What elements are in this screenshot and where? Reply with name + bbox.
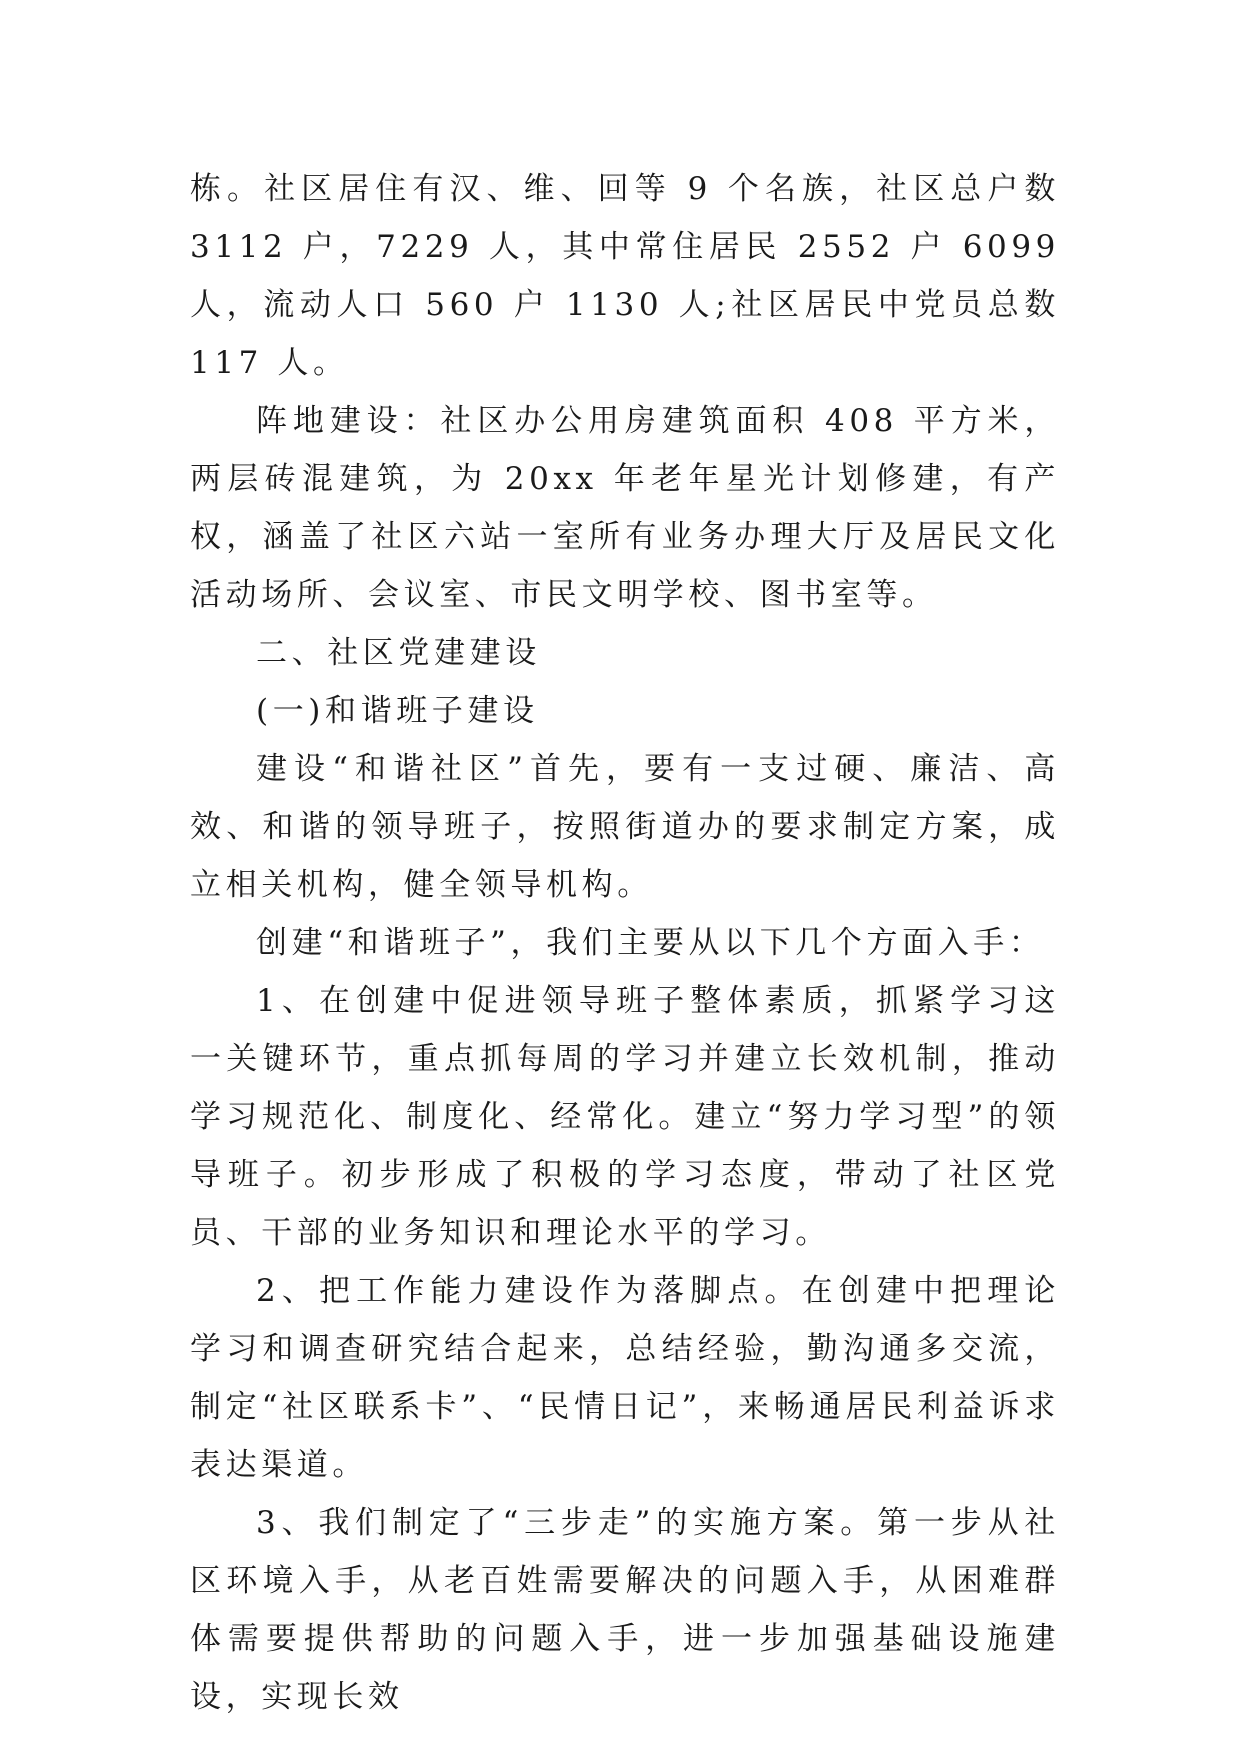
section-heading-party-building: 二、社区党建建设 xyxy=(256,635,541,671)
paragraph-harmonious-community: 建设“和谐社区”首先，要有一支过硬、廉洁、高效、和谐的领导班子，按照街道办的要求制定方案，成立相关机构，健全领导机构。 xyxy=(190,751,1060,903)
list-item-1: 1、在创建中促进领导班子整体素质，抓紧学习这一关键环节，重点抓每周的学习并建立长效机制，推动学习规范化、制度化、经常化。建立“努力学习型”的领导班子。初步形成了积极的学习态度，带动了社区党员、干部的业务知识和理论水平的学习。 xyxy=(190,983,1060,1251)
paragraph-create-harmonious-team: 创建“和谐班子”，我们主要从以下几个方面入手： xyxy=(256,925,1045,961)
list-item-2: 2、把工作能力建设作为落脚点。在创建中把理论学习和调查研究结合起来，总结经验，勤沟通多交流，制定“社区联系卡”、“民情日记”，来畅通居民利益诉求表达渠道。 xyxy=(190,1273,1060,1483)
paragraph-continuation: 栋。社区居住有汉、维、回等 9 个名族，社区总户数 3112 户，7229 人，其中常住居民 2552 户 6099 人，流动人口 560 户 1130 人;社区居民中党员总数 117 人。 xyxy=(190,171,1060,381)
subsection-heading-harmonious-team: (一)和谐班子建设 xyxy=(256,693,539,729)
document-body xyxy=(190,160,1060,1726)
paragraph-position-construction: 阵地建设：社区办公用房建筑面积 408 平方米，两层砖混建筑，为 20xx 年老年星光计划修建，有产权，涵盖了社区六站一室所有业务办理大厅及居民文化活动场所、会议室、市民文明学校、图书室等。 xyxy=(190,403,1060,613)
list-item-3: 3、我们制定了“三步走”的实施方案。第一步从社区环境入手，从老百姓需要解决的问题入手，从困难群体需要提供帮助的问题入手，进一步加强基础设施建设，实现长效 xyxy=(190,1505,1060,1715)
